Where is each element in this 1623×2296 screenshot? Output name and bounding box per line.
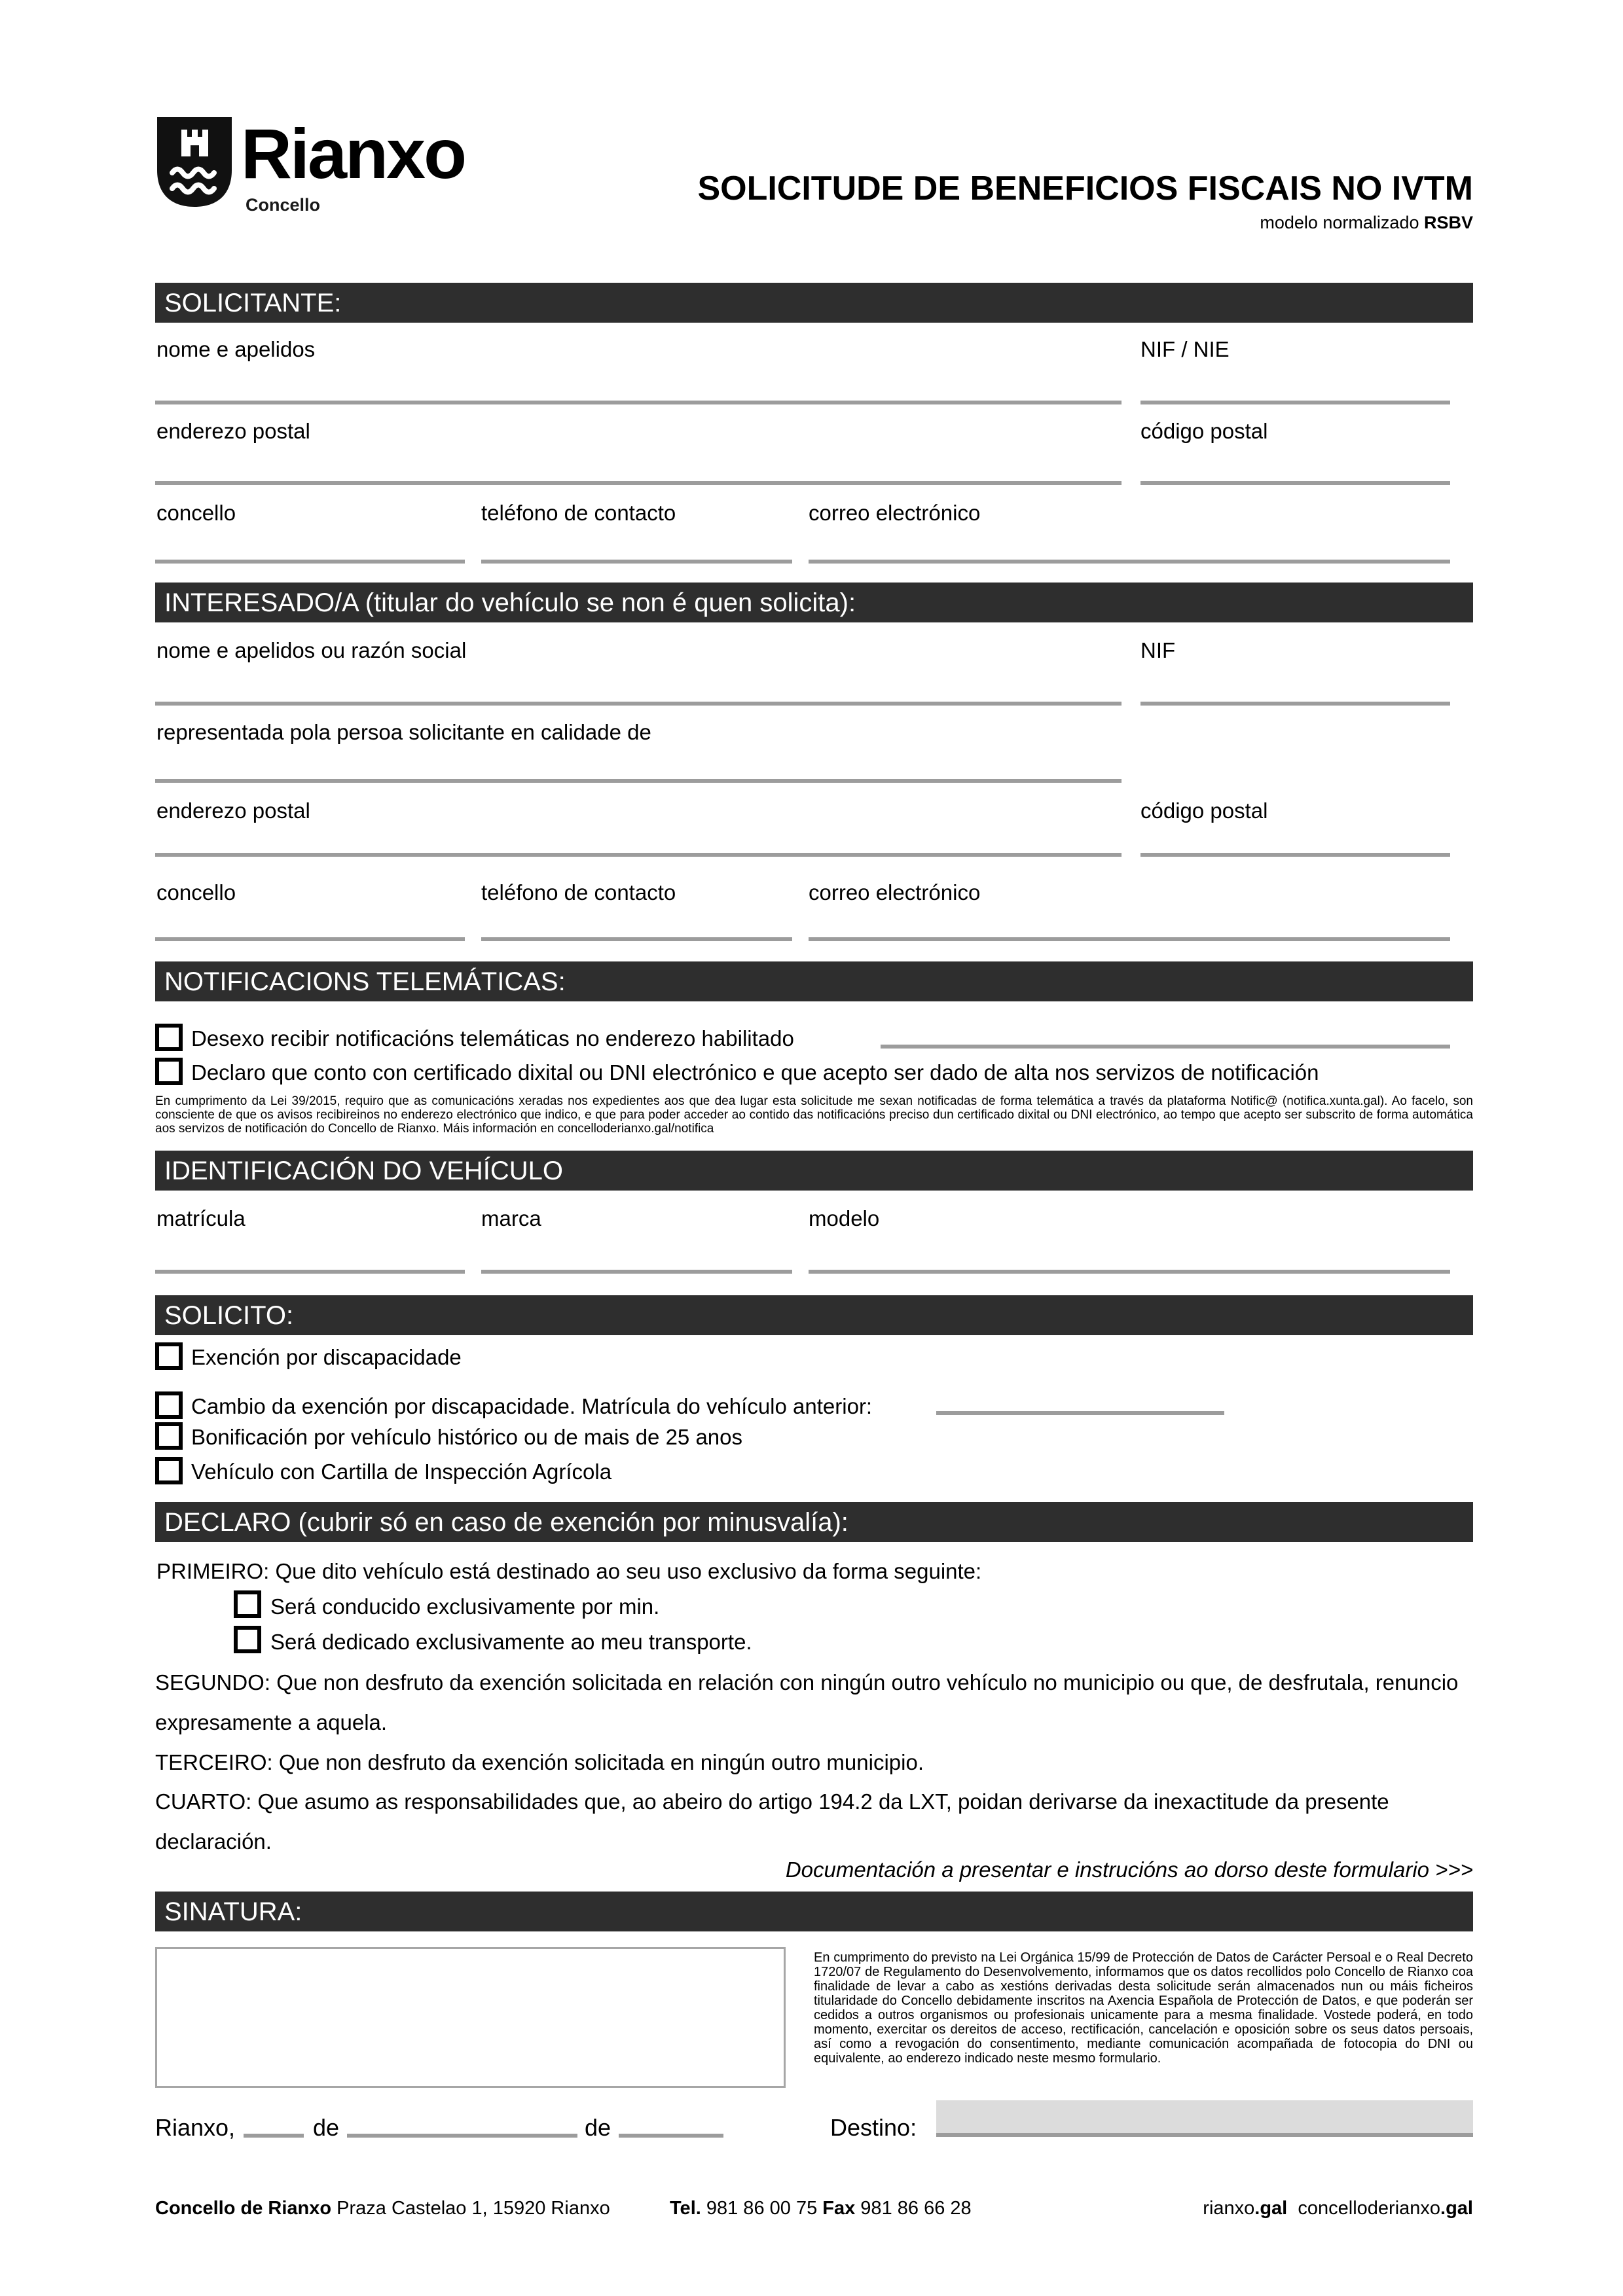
rianxo-shield-icon (155, 115, 234, 209)
input-line-modelo[interactable] (809, 1270, 1450, 1274)
label-bonificacion-historico: Bonificación por vehículo histórico ou de mais de 25 anos (191, 1425, 742, 1449)
label-cartilla-agricola: Vehículo con Cartilla de Inspección Agrícola (191, 1460, 612, 1484)
label-nome-apelidos: nome e apelidos (156, 337, 316, 361)
input-line-interesado-correo[interactable] (809, 937, 1450, 941)
input-line-marca[interactable] (481, 1270, 792, 1274)
model-code: RSBV (1423, 213, 1473, 232)
checkbox-conducido-por-min[interactable] (234, 1590, 261, 1618)
input-line-year[interactable] (619, 2134, 723, 2138)
input-line-enderezo-habilitado[interactable] (881, 1045, 1450, 1049)
input-line-solicitante-codigo[interactable] (1140, 481, 1450, 485)
input-line-solicitante-concello[interactable] (155, 560, 465, 564)
label-enderezo-postal-2: enderezo postal (156, 798, 310, 823)
checkbox-dedicado-transporte[interactable] (234, 1626, 261, 1653)
input-line-solicitante-nome[interactable] (155, 401, 1122, 404)
input-line-interesado-telefono[interactable] (481, 937, 792, 941)
label-dedicado-transporte: Será dedicado exclusivamente ao meu transporte. (270, 1630, 752, 1654)
fine-print-notificacions: En cumprimento da Lei 39/2015, requiro que as comunicacións xeradas nos expedientes aos que dea lugar esta solicitude me sexan notificadas de forma telemática a través da plataforma Notific@ (notifica.xunta.gal). Ao facelo, son consciente de que os avisos recibireinos no enderezo electrónico que indico, e que para poder acceder ao contido das notificacións preciso dun certificado dixital ou DNI electrónico, ao tempo que acepto ser subscrito de forma automática aos servizos de notificación do Concello de Rianxo. Máis información en concelloderianxo.gal/notifica (155, 1094, 1473, 1136)
label-correo-2: correo electrónico (809, 880, 981, 905)
fine-print-privacy: En cumprimento do previsto na Lei Orgánica 15/99 de Protección de Datos de Carácter Persoal e o Real Decreto 1720/07 de Regulamento do Desenvolvemento, informamos que os datos recollidos polo Concello de Rianxo coa finalidade de levar a cabo as xestións derivadas desta solicitude serán almacenados nun ou máis ficheiros titularidade do Concello debidamente inscritos na Axencia Española de Protección de Datos, e que poderán ser cedidos a outros organismos ou profesionais unicamente para a mesma finalidade. Vostede poderá, en todo momento, exercitar os dereitos de acceso, rectificación, cancelación e oposición sobre os seus datos persoais, así como a revogación do consentimento, mediante comunicación acompañada de fotocopia do DNI ou equivalente, ao enderezo indicado neste mesmo formulario. (814, 1950, 1473, 2066)
logo-wordmark: Rianxo (241, 114, 465, 193)
section-bar-vehiculo: IDENTIFICACIÓN DO VEHÍCULO (155, 1151, 1473, 1191)
model-code-line (1260, 213, 1473, 233)
label-enderezo-postal: enderezo postal (156, 419, 310, 443)
footer-fax-label: Fax (822, 2198, 856, 2219)
footer-web (1203, 2198, 1473, 2219)
checkbox-exencion-discapacidade[interactable] (155, 1342, 183, 1370)
docs-note: Documentación a presentar e instrucións ao dorso deste formulario >>> (785, 1857, 1473, 1882)
footer-web2-tld: .gal (1440, 2198, 1473, 2219)
input-line-interesado-representada[interactable] (155, 779, 1122, 783)
section-bar-solicito: SOLICITO: (155, 1295, 1473, 1335)
date-de-2: de (585, 2114, 611, 2141)
declaro-cuarto: CUARTO: Que asumo as responsabilidades que, ao abeiro do artigo 194.2 da LXT, poidan derivarse da inexactitude da presente declaración. (155, 1789, 1389, 1854)
declaro-segundo: SEGUNDO: Que non desfruto da exención solicitada en relación con ningún outro vehículo no municipio ou que, de desfrutala, renuncio expresamente a aquela. (155, 1670, 1459, 1734)
label-nome-razon: nome e apelidos ou razón social (156, 638, 467, 662)
page-title: SOLICITUDE DE BENEFICIOS FISCAIS NO IVTM (697, 170, 1473, 207)
section-bar-declaro: DECLARO (cubrir só en caso de exención por minusvalía): (155, 1502, 1473, 1542)
label-cambio-exencion: Cambio da exención por discapacidade. Matrícula do vehículo anterior: (191, 1394, 873, 1418)
date-city: Rianxo, (155, 2114, 236, 2141)
label-codigo-postal-2: código postal (1140, 798, 1268, 823)
section-bar-sinatura: SINATURA: (155, 1892, 1473, 1931)
input-line-matricula[interactable] (155, 1270, 465, 1274)
footer-street: Praza Castelao 1, 15920 Rianxo (331, 2198, 610, 2219)
label-representada: representada pola persoa solicitante en calidade de (156, 720, 651, 744)
label-concello-2: concello (156, 880, 236, 905)
input-line-solicitante-telefono[interactable] (481, 560, 792, 564)
label-exencion-discapacidade: Exención por discapacidade (191, 1345, 462, 1369)
checkbox-cartilla-agricola[interactable] (155, 1457, 183, 1484)
label-correo: correo electrónico (809, 501, 981, 525)
checkbox-certificado-dixital[interactable] (155, 1058, 183, 1085)
date-de-1: de (313, 2114, 340, 2141)
label-nif-nie: NIF / NIE (1140, 337, 1230, 361)
label-codigo-postal: código postal (1140, 419, 1268, 443)
input-line-solicitante-enderezo[interactable] (155, 481, 1122, 485)
input-line-interesado-nif[interactable] (1140, 702, 1450, 706)
signature-box[interactable] (155, 1947, 786, 2088)
label-concello: concello (156, 501, 236, 525)
footer-web1: rianxo (1203, 2198, 1255, 2219)
logo-subtitle: Concello (246, 195, 321, 215)
label-conducido-por-min: Será conducido exclusivamente por min. (270, 1594, 660, 1619)
footer-fax: 981 86 66 28 (855, 2198, 972, 2219)
checkbox-notificacions-telematicas[interactable] (155, 1024, 183, 1051)
section-bar-interesado: INTERESADO/A (titular do vehículo se non é quen solicita): (155, 583, 1473, 622)
footer-contact (670, 2198, 972, 2219)
input-line-solicitante-correo[interactable] (809, 560, 1450, 564)
footer-tel: 981 86 00 75 (701, 2198, 823, 2219)
label-marca: marca (481, 1206, 541, 1230)
input-line-interesado-codigo[interactable] (1140, 853, 1450, 857)
section-bar-solicitante: SOLICITANTE: (155, 283, 1473, 323)
label-nif: NIF (1140, 638, 1176, 662)
input-line-month[interactable] (347, 2134, 577, 2138)
checkbox-cambio-exencion[interactable] (155, 1391, 183, 1419)
input-line-solicitante-nif[interactable] (1140, 401, 1450, 404)
destino-field[interactable] (936, 2100, 1473, 2133)
footer-web-sep (1287, 2198, 1298, 2219)
input-line-matricula-anterior[interactable] (936, 1411, 1224, 1415)
input-line-interesado-enderezo[interactable] (155, 853, 1122, 857)
label-telefono-2: teléfono de contacto (481, 880, 676, 905)
input-line-destino[interactable] (936, 2133, 1473, 2137)
input-line-interesado-concello[interactable] (155, 937, 465, 941)
footer-tel-label: Tel. (670, 2198, 701, 2219)
footer-web1-tld: .gal (1254, 2198, 1288, 2219)
footer-address (155, 2198, 610, 2219)
label-modelo: modelo (809, 1206, 880, 1230)
label-matricula: matrícula (156, 1206, 246, 1230)
footer-web2: concelloderianxo (1298, 2198, 1441, 2219)
declaro-primeiro: PRIMEIRO: Que dito vehículo está destinado ao seu uso exclusivo da forma seguinte: (156, 1559, 982, 1583)
declaro-terceiro: TERCEIRO: Que non desfruto da exención solicitada en ningún outro municipio. (155, 1750, 924, 1774)
model-prefix: modelo normalizado (1260, 213, 1424, 232)
input-line-interesado-nome[interactable] (155, 702, 1122, 706)
input-line-day[interactable] (244, 2134, 304, 2138)
label-checkbox-notificacions: Desexo recibir notificacións telemáticas no enderezo habilitado (191, 1026, 794, 1050)
label-checkbox-certificado: Declaro que conto con certificado dixital ou DNI electrónico e que acepto ser dado de alta nos servizos de notificación (191, 1060, 1319, 1085)
section-bar-notificacions: NOTIFICACIONS TELEMÁTICAS: (155, 961, 1473, 1001)
label-telefono: teléfono de contacto (481, 501, 676, 525)
checkbox-bonificacion-historico[interactable] (155, 1422, 183, 1450)
footer-org: Concello de Rianxo (155, 2198, 332, 2219)
label-destino: Destino: (830, 2114, 917, 2141)
